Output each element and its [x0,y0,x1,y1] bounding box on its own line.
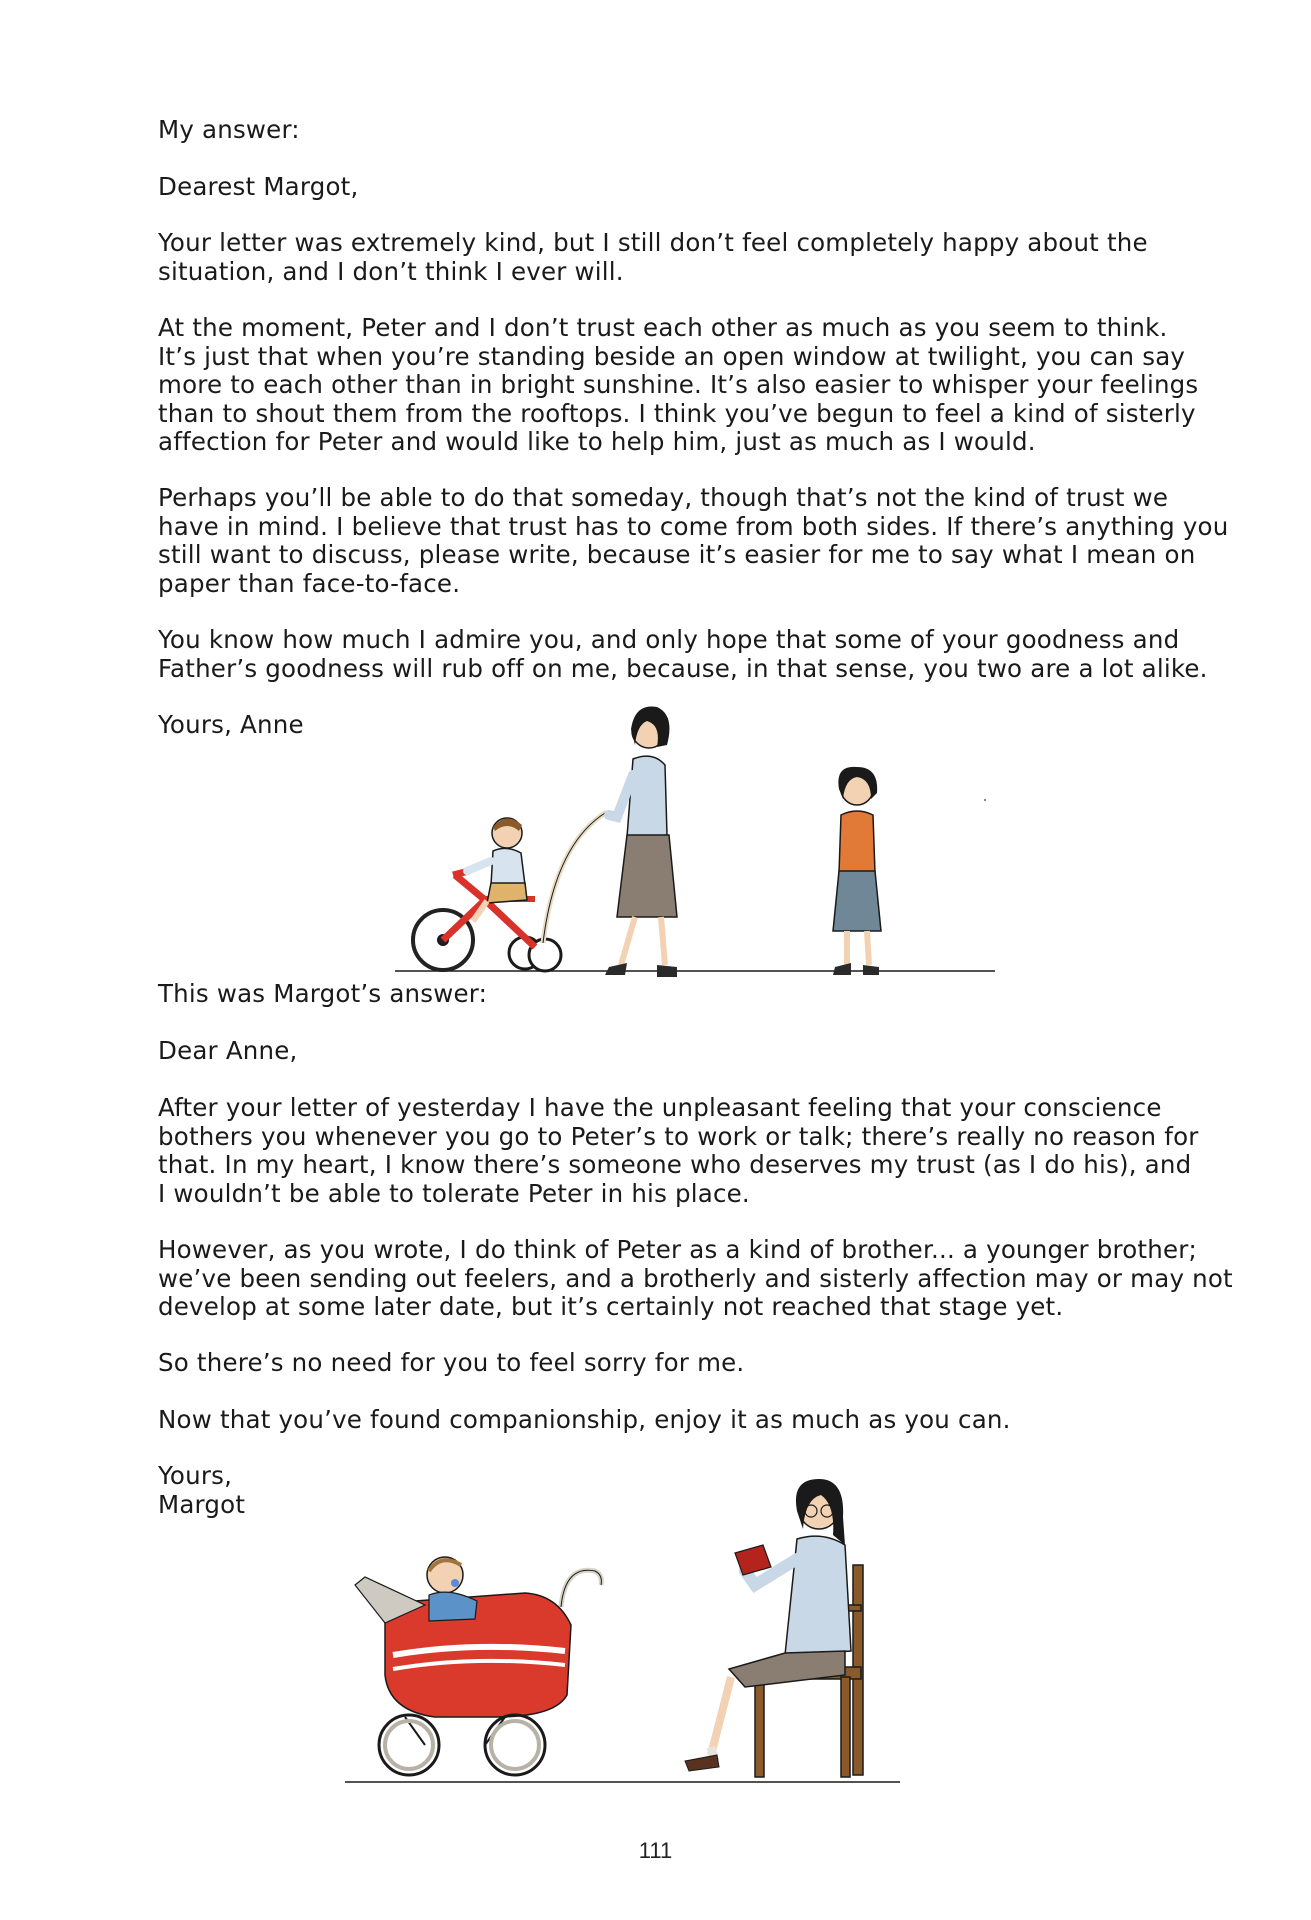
margot-paragraph-1: After your letter of yesterday I have the unpleasant feeling that your conscience bothers you whenever you go to Peter’s to work or talk; there’s really no reason for that. In my heart, I know there’s someone who deserves my trust (as I do his), and I wouldn’t be able to tolerate Peter in his place. [158,1093,1199,1208]
woman-walking [605,706,677,977]
margot-paragraph-3: So there’s no need for you to feel sorry for me. [158,1348,745,1377]
salutation-dearest-margot: Dearest Margot, [158,172,359,201]
tricycle [413,871,561,971]
intro-my-answer: My answer: [158,115,300,144]
woman-reading [685,1479,851,1771]
illustration-walk-with-tricycle [395,685,1005,980]
anne-paragraph-1: Your letter was extremely kind, but I still don’t feel completely happy about the situation, and I don’t think I ever will. [158,228,1148,286]
margot-paragraph-4: Now that you’ve found companionship, enjoy it as much as you can. [158,1405,1011,1434]
anne-signoff: Yours, Anne [158,710,304,739]
anne-paragraph-4: You know how much I admire you, and only hope that some of your goodness and Father’s goodness will rub off on me, because, in that sense, you two are a lot alike. [158,625,1208,683]
baby-in-pram [427,1557,477,1621]
page-number: 111 [638,1838,673,1863]
illustration-reading-with-pram [345,1455,905,1795]
intro-margots-answer: This was Margot’s answer: [158,979,488,1008]
salutation-dear-anne: Dear Anne, [158,1036,298,1065]
margot-signoff: Yours, Margot [158,1461,246,1519]
margot-paragraph-2: However, as you wrote, I do think of Peter as a kind of brother... a younger brother; we’ve been sending out feelers, and a brotherly and sisterly affection may or may not develop at some later date, but it’s certainly not reached that stage yet. [158,1235,1233,1321]
pram [355,1570,601,1775]
anne-paragraph-2: At the moment, Peter and I don’t trust each other as much as you seem to think. It’s just that when you’re standing beside an open window at twilight, you can say more to each other than in bright sunshine. It’s also easier to whisper your feelings than to shout them from the rooftops. I think you’ve begun to feel a kind of sisterly affection for Peter and would like to help him, just as much as I would. [158,313,1199,456]
anne-paragraph-3: Perhaps you’ll be able to do that someday, though that’s not the kind of trust we have in mind. I believe that trust has to come from both sides. If there’s anything you still want to discuss, please write, because it’s easier for me to say what I mean on paper than face-to-face. [158,483,1229,598]
girl-standing [833,767,881,975]
